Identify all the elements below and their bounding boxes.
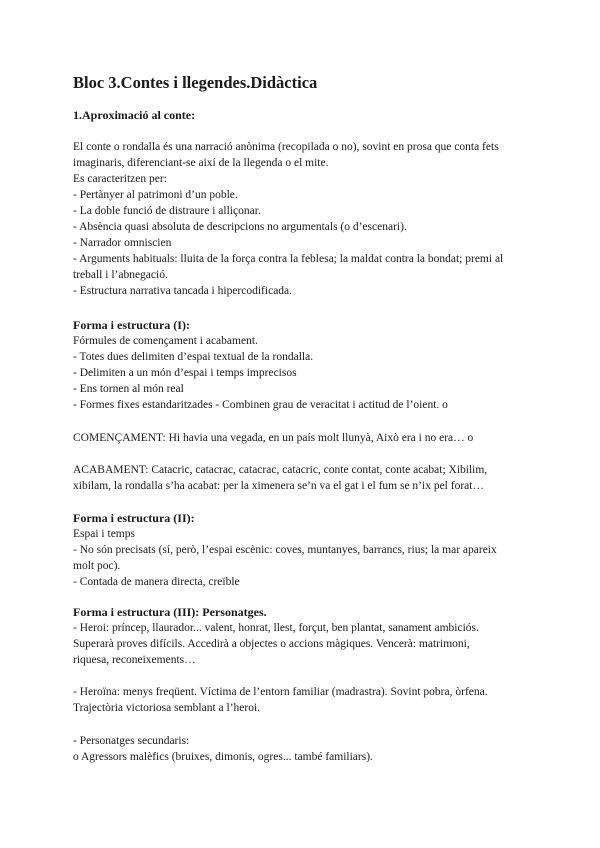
text-line: riquesa, reconeixements…	[73, 654, 196, 666]
text-line: treball i l’abnegació.	[73, 269, 168, 281]
section-heading: 1.Aproximació al conte:	[73, 108, 196, 122]
list-item: - Pertànyer al patrimoni d’un poble.	[73, 189, 238, 201]
text-line: imaginaris, diferenciant-se així de la llegenda o el mite.	[73, 157, 329, 169]
section-forma-ii	[73, 510, 533, 590]
section-heading: Forma i estructura (II):	[73, 511, 195, 525]
list-item: - Narrador omniscien	[73, 237, 172, 249]
text-line: Superarà proves difícils. Accedirà a objectes o accions màgiques. Vencerà: matrimoni,	[73, 638, 470, 650]
heroina-paragraph	[73, 684, 533, 716]
comencament-paragraph	[73, 430, 533, 446]
acabament-paragraph	[73, 462, 533, 494]
section-forma-i	[73, 317, 533, 413]
section-heading: Forma i estructura (I):	[73, 318, 190, 332]
text-line: Espai i temps	[73, 528, 135, 540]
text-line: Es caracteritzen per:	[73, 173, 167, 185]
section-heading: Forma i estructura (III): Personatges.	[73, 605, 267, 619]
list-item: - Ens tornen al món real	[73, 383, 184, 395]
text-line: El conte o rondalla és una narració anònima (recopilada o no), sovint en prosa que conta fets	[73, 141, 499, 153]
text-line: ACABAMENT: Catacric, catacrac, catacrac, catacric, conte contat, conte acabat; Xibilim,	[73, 464, 488, 476]
list-item: - Contada de manera directa, creïble	[73, 576, 240, 588]
list-item: - Totes dues delimiten d’espai textual de la rondalla.	[73, 351, 314, 363]
list-item: - Delimiten a un món d’espai i temps imprecisos	[73, 367, 297, 379]
list-item: - Heroïna: menys freqüent. Víctima de l’entorn familiar (madrastra). Sovint pobra, òrfena.	[73, 686, 488, 698]
list-item: o Agressors malèfics (bruixes, dimonis, ogres... també familiars).	[73, 751, 373, 763]
list-item: - Formes fixes estandaritzades - Combinen grau de veracitat i actitud de l’oient. o	[73, 399, 448, 411]
list-item: - No són precisats (sí, però, l’espai escènic: coves, muntanyes, barrancs, rius; la mar apareix	[73, 544, 497, 556]
text-line: Trajectòria victoriosa semblant a l’heroi.	[73, 702, 261, 714]
section-approximacio-body	[73, 139, 533, 299]
list-item: - Arguments habituals: lluita de la força contra la feblesa; la maldat contra la bondat; premi al	[73, 253, 504, 265]
document-title: Bloc 3.Contes i llegendes.Didàctica	[73, 73, 318, 92]
list-item: - Absència quasi absoluta de descripcions no argumentals (o d’escenari).	[73, 221, 407, 233]
list-item: - Heroi: príncep, llaurador... valent, honrat, llest, forçut, ben plantat, sanament ambiciós.	[73, 622, 479, 634]
list-item: - Estructura narrativa tancada i hipercodificada.	[73, 285, 293, 297]
text-line: COMENÇAMENT: Hi havia una vegada, en un país molt llunyà, Això era i no era… o	[73, 432, 474, 444]
text-line: molt poc).	[73, 560, 121, 572]
list-item: - Personatges secundaris:	[73, 735, 190, 747]
secundaris-paragraph	[73, 733, 533, 765]
text-line: xibilam, la rondalla s’ha acabat: per la ximenera se’n va el gat i el fum se n’ix pel forat…	[73, 480, 484, 492]
section-forma-iii	[73, 604, 533, 668]
list-item: - La doble funció de distraure i alliçonar.	[73, 205, 261, 217]
section-approximacio	[73, 107, 533, 123]
text-line: Fórmules de començament i acabament.	[73, 335, 258, 347]
